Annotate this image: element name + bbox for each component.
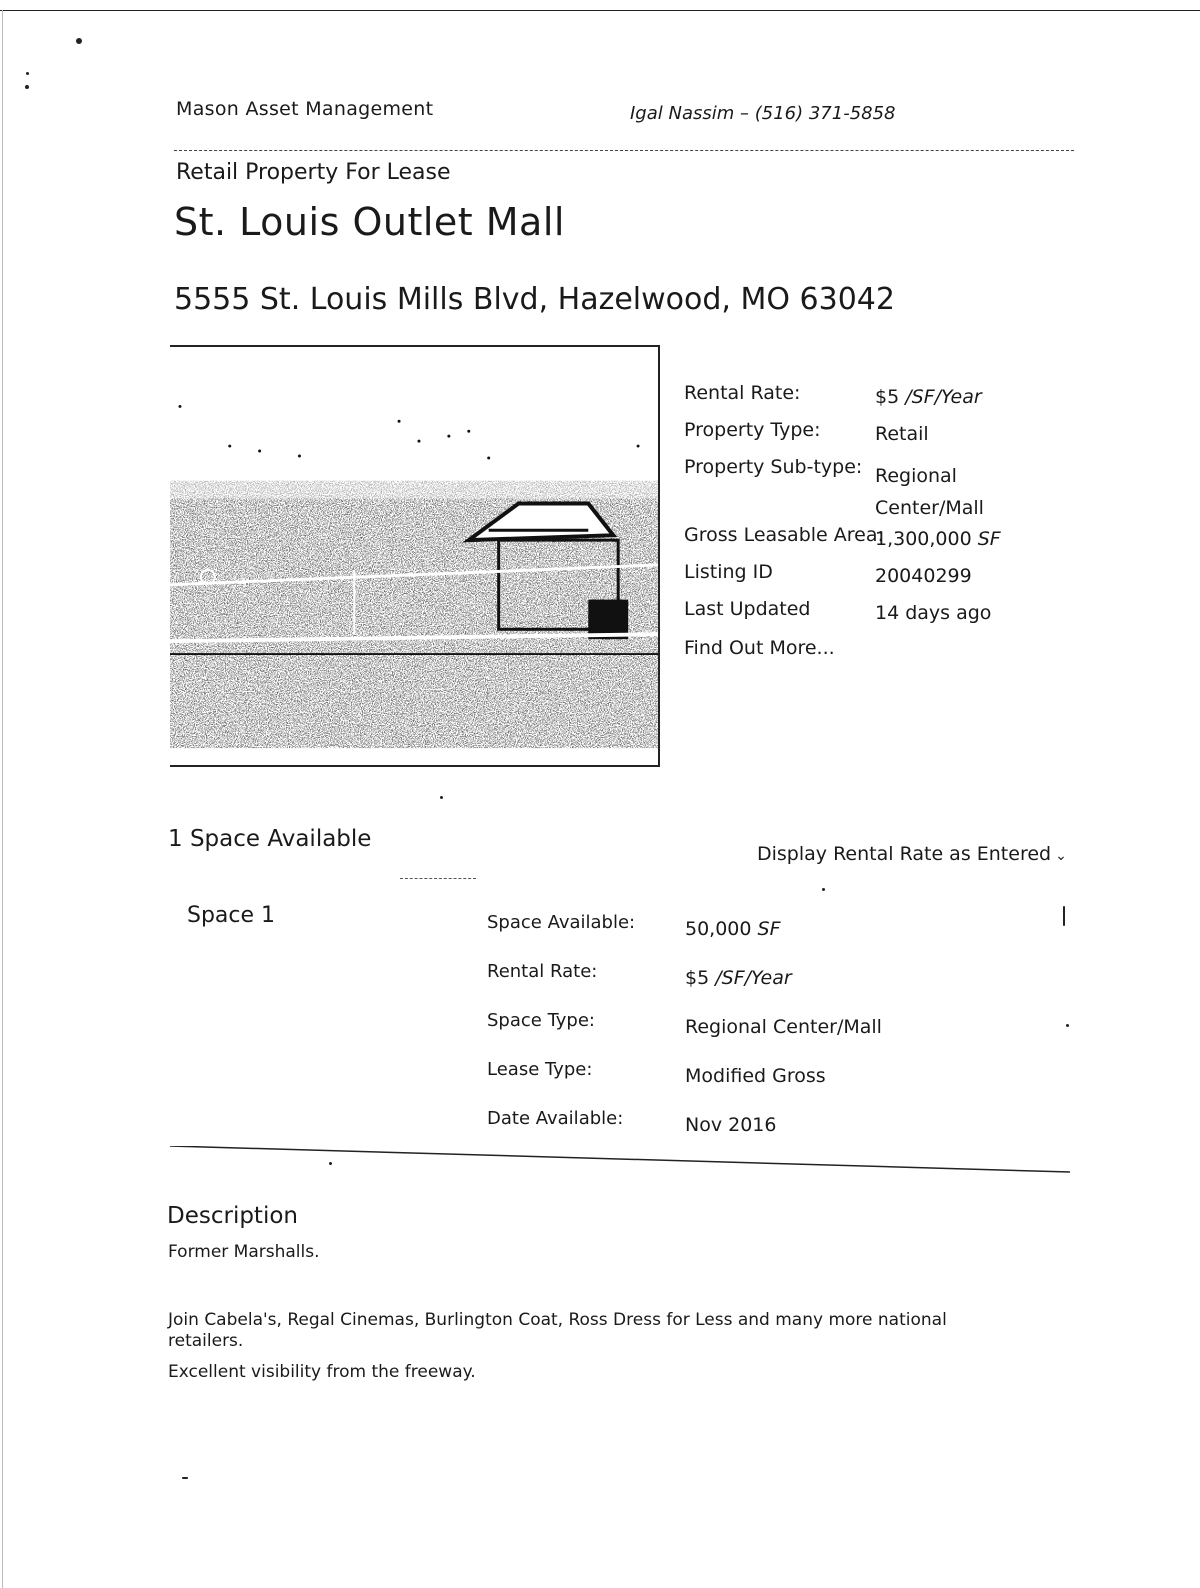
scan-speck	[76, 38, 82, 44]
detail-property-subtype	[684, 456, 984, 524]
scan-speck	[1066, 1024, 1069, 1027]
property-photo	[170, 345, 660, 767]
detail-value: 20040299	[875, 565, 972, 587]
space-label: Date Available:	[487, 1108, 624, 1129]
space-value: Nov 2016	[685, 1114, 777, 1136]
detail-gla	[684, 524, 1001, 561]
scan-speck	[25, 85, 29, 89]
space-rate-unit: /SF/Year	[715, 967, 792, 989]
detail-value: Retail	[875, 423, 929, 445]
detail-label: Rental Rate:	[684, 382, 801, 404]
page-top-edge	[0, 10, 1200, 11]
page-left-edge	[2, 10, 3, 1588]
find-out-more-link[interactable]: Find Out More...	[684, 637, 835, 659]
space-label: Space Available:	[487, 912, 636, 933]
description-paragraph: Excellent visibility from the freeway.	[168, 1362, 476, 1382]
space-available-unit: SF	[757, 918, 781, 940]
space-divider	[170, 1146, 1070, 1176]
display-rate-label: Display Rental Rate as Entered	[757, 843, 1052, 865]
gla-unit: SF	[977, 528, 1001, 550]
space-value	[685, 918, 781, 940]
detail-rental-rate	[684, 382, 982, 419]
space-label: Rental Rate:	[487, 961, 598, 982]
space-value: Modified Gross	[685, 1065, 826, 1087]
detail-label: Property Sub-type:	[684, 456, 863, 478]
scan-speck	[182, 1477, 188, 1479]
detail-listing-id	[684, 561, 972, 598]
scan-speck	[440, 796, 443, 799]
description-paragraph: Former Marshalls.	[168, 1242, 320, 1262]
display-rate-dropdown[interactable]	[757, 843, 1067, 865]
space-value: Regional Center/Mall	[685, 1016, 882, 1038]
detail-value: 14 days ago	[875, 602, 992, 624]
space-name: Space 1	[187, 903, 276, 928]
space-rate-amount: $5	[685, 967, 710, 989]
company-name: Mason Asset Management	[176, 98, 434, 120]
rental-rate-amount: $5	[875, 386, 900, 408]
gla-amount: 1,300,000	[875, 528, 972, 550]
detail-label: Last Updated	[684, 598, 811, 620]
detail-last-updated	[684, 598, 992, 635]
detail-label: Property Type:	[684, 419, 821, 441]
rental-rate-unit: /SF/Year	[905, 386, 982, 408]
property-details	[684, 382, 1001, 659]
header-divider	[174, 150, 1074, 151]
scan-speck	[1063, 906, 1065, 926]
detail-label: Listing ID	[684, 561, 773, 583]
space-available-amount: 50,000	[685, 918, 752, 940]
chevron-down-icon: ⌄	[1055, 848, 1067, 864]
property-address: 5555 St. Louis Mills Blvd, Hazelwood, MO 63042	[174, 282, 895, 317]
scan-speck	[822, 888, 825, 891]
detail-value	[875, 386, 982, 408]
description-heading: Description	[167, 1203, 298, 1229]
detail-label: Gross Leasable Area:	[684, 524, 884, 546]
contact-info: Igal Nassim – (516) 371-5858	[630, 103, 896, 124]
detail-value	[875, 528, 1001, 550]
page-title: St. Louis Outlet Mall	[174, 200, 565, 244]
space-label: Space Type:	[487, 1010, 595, 1031]
description-paragraph: Join Cabela's, Regal Cinemas, Burlington Coat, Ross Dress for Less and many more national retailers.	[168, 1310, 947, 1351]
space-value	[685, 967, 792, 989]
spaces-divider	[400, 878, 476, 879]
space-label: Lease Type:	[487, 1059, 593, 1080]
detail-property-type	[684, 419, 929, 456]
scan-speck	[26, 72, 29, 75]
spaces-available-heading: 1 Space Available	[168, 826, 372, 852]
detail-value: Regional Center/Mall	[875, 465, 984, 519]
listing-kicker: Retail Property For Lease	[176, 160, 451, 185]
